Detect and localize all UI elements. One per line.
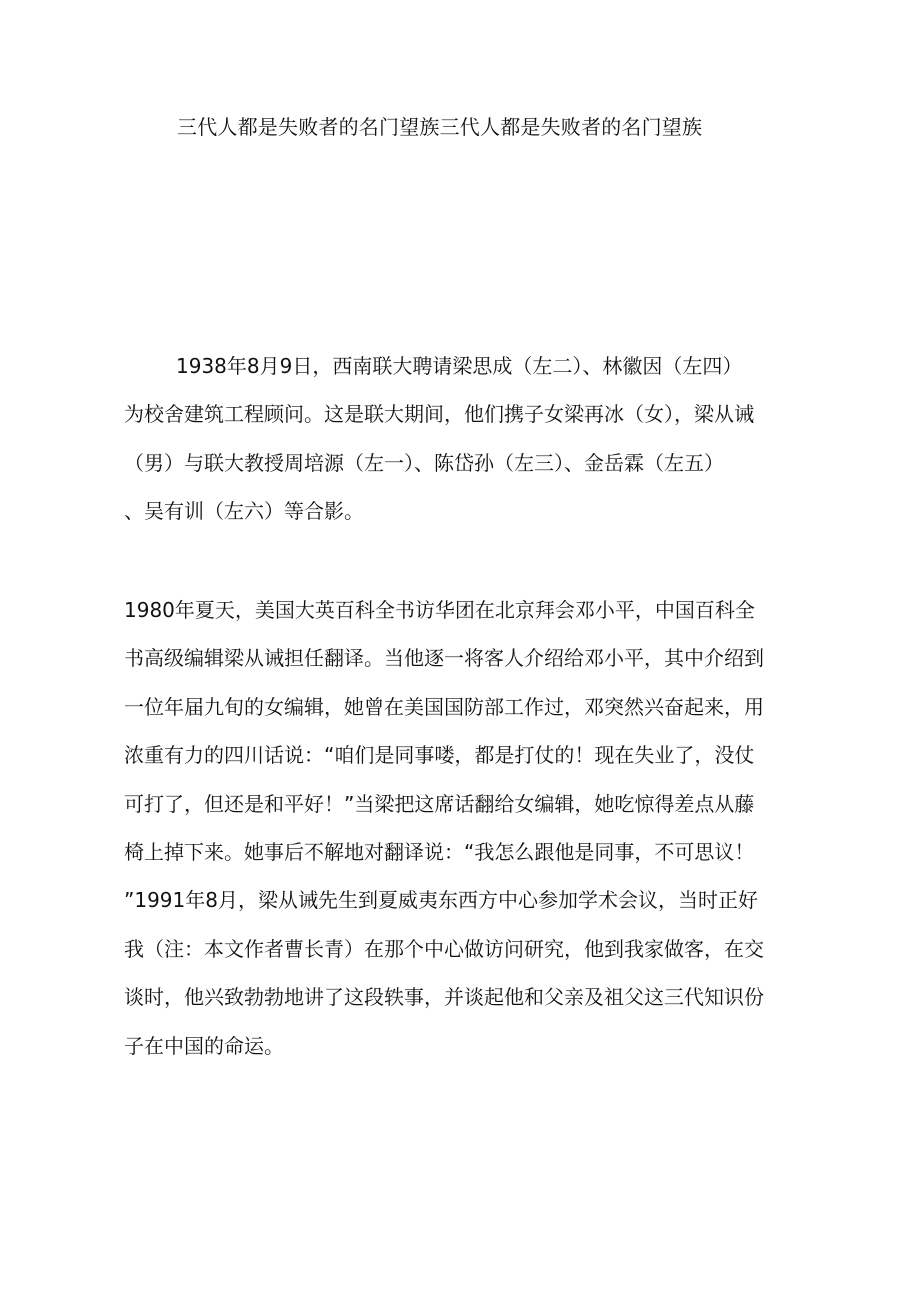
paragraph-line: 子在中国的命运。	[124, 1033, 284, 1058]
paragraph-line: 为校舍建筑工程顾问。这是联大期间，他们携子女梁再冰（女），梁从诫	[124, 402, 754, 427]
paragraph-line: 我（注：本文作者曹长青）在那个中心做访问研究，他到我家做客，在交	[124, 936, 764, 961]
paragraph-line: 1938年8月9日，西南联大聘请梁思成（左二）、林徽因（左四）	[176, 354, 743, 378]
paragraph-1	[124, 342, 814, 536]
paragraph-line: 、吴有训（左六）等合影。	[124, 499, 364, 524]
paragraph-line: 谈时，他兴致勃勃地讲了这段轶事，并谈起他和父亲及祖父这三代知识份	[124, 985, 764, 1010]
document-title: 三代人都是失败者的名门望族三代人都是失败者的名门望族	[177, 115, 703, 139]
paragraph-line: 1980年夏天，美国大英百科全书访华团在北京拜会邓小平，中国百科全	[124, 598, 755, 622]
paragraph-2	[124, 586, 814, 1070]
paragraph-line: （男）与联大教授周培源（左一）、陈岱孙（左三）、金岳霖（左五）	[124, 450, 724, 475]
paragraph-line: 书高级编辑梁从诫担任翻译。当他逐一将客人介绍给邓小平，其中介绍到	[124, 646, 764, 671]
paragraph-line: 可打了，但还是和平好！”当梁把这席话翻给女编辑，她吃惊得差点从藤	[124, 791, 755, 816]
paragraph-line: 椅上掉下来。她事后不解地对翻译说：“我怎么跟他是同事，不可思议！	[124, 839, 755, 864]
paragraph-line: ”1991年8月，梁从诫先生到夏威夷东西方中心参加学术会议，当时正好	[124, 888, 758, 913]
paragraph-line: 浓重有力的四川话说：“咱们是同事喽，都是打仗的！现在失业了，没仗	[124, 743, 755, 768]
paragraph-line: 一位年届九旬的女编辑，她曾在美国国防部工作过，邓突然兴奋起来，用	[124, 694, 764, 719]
